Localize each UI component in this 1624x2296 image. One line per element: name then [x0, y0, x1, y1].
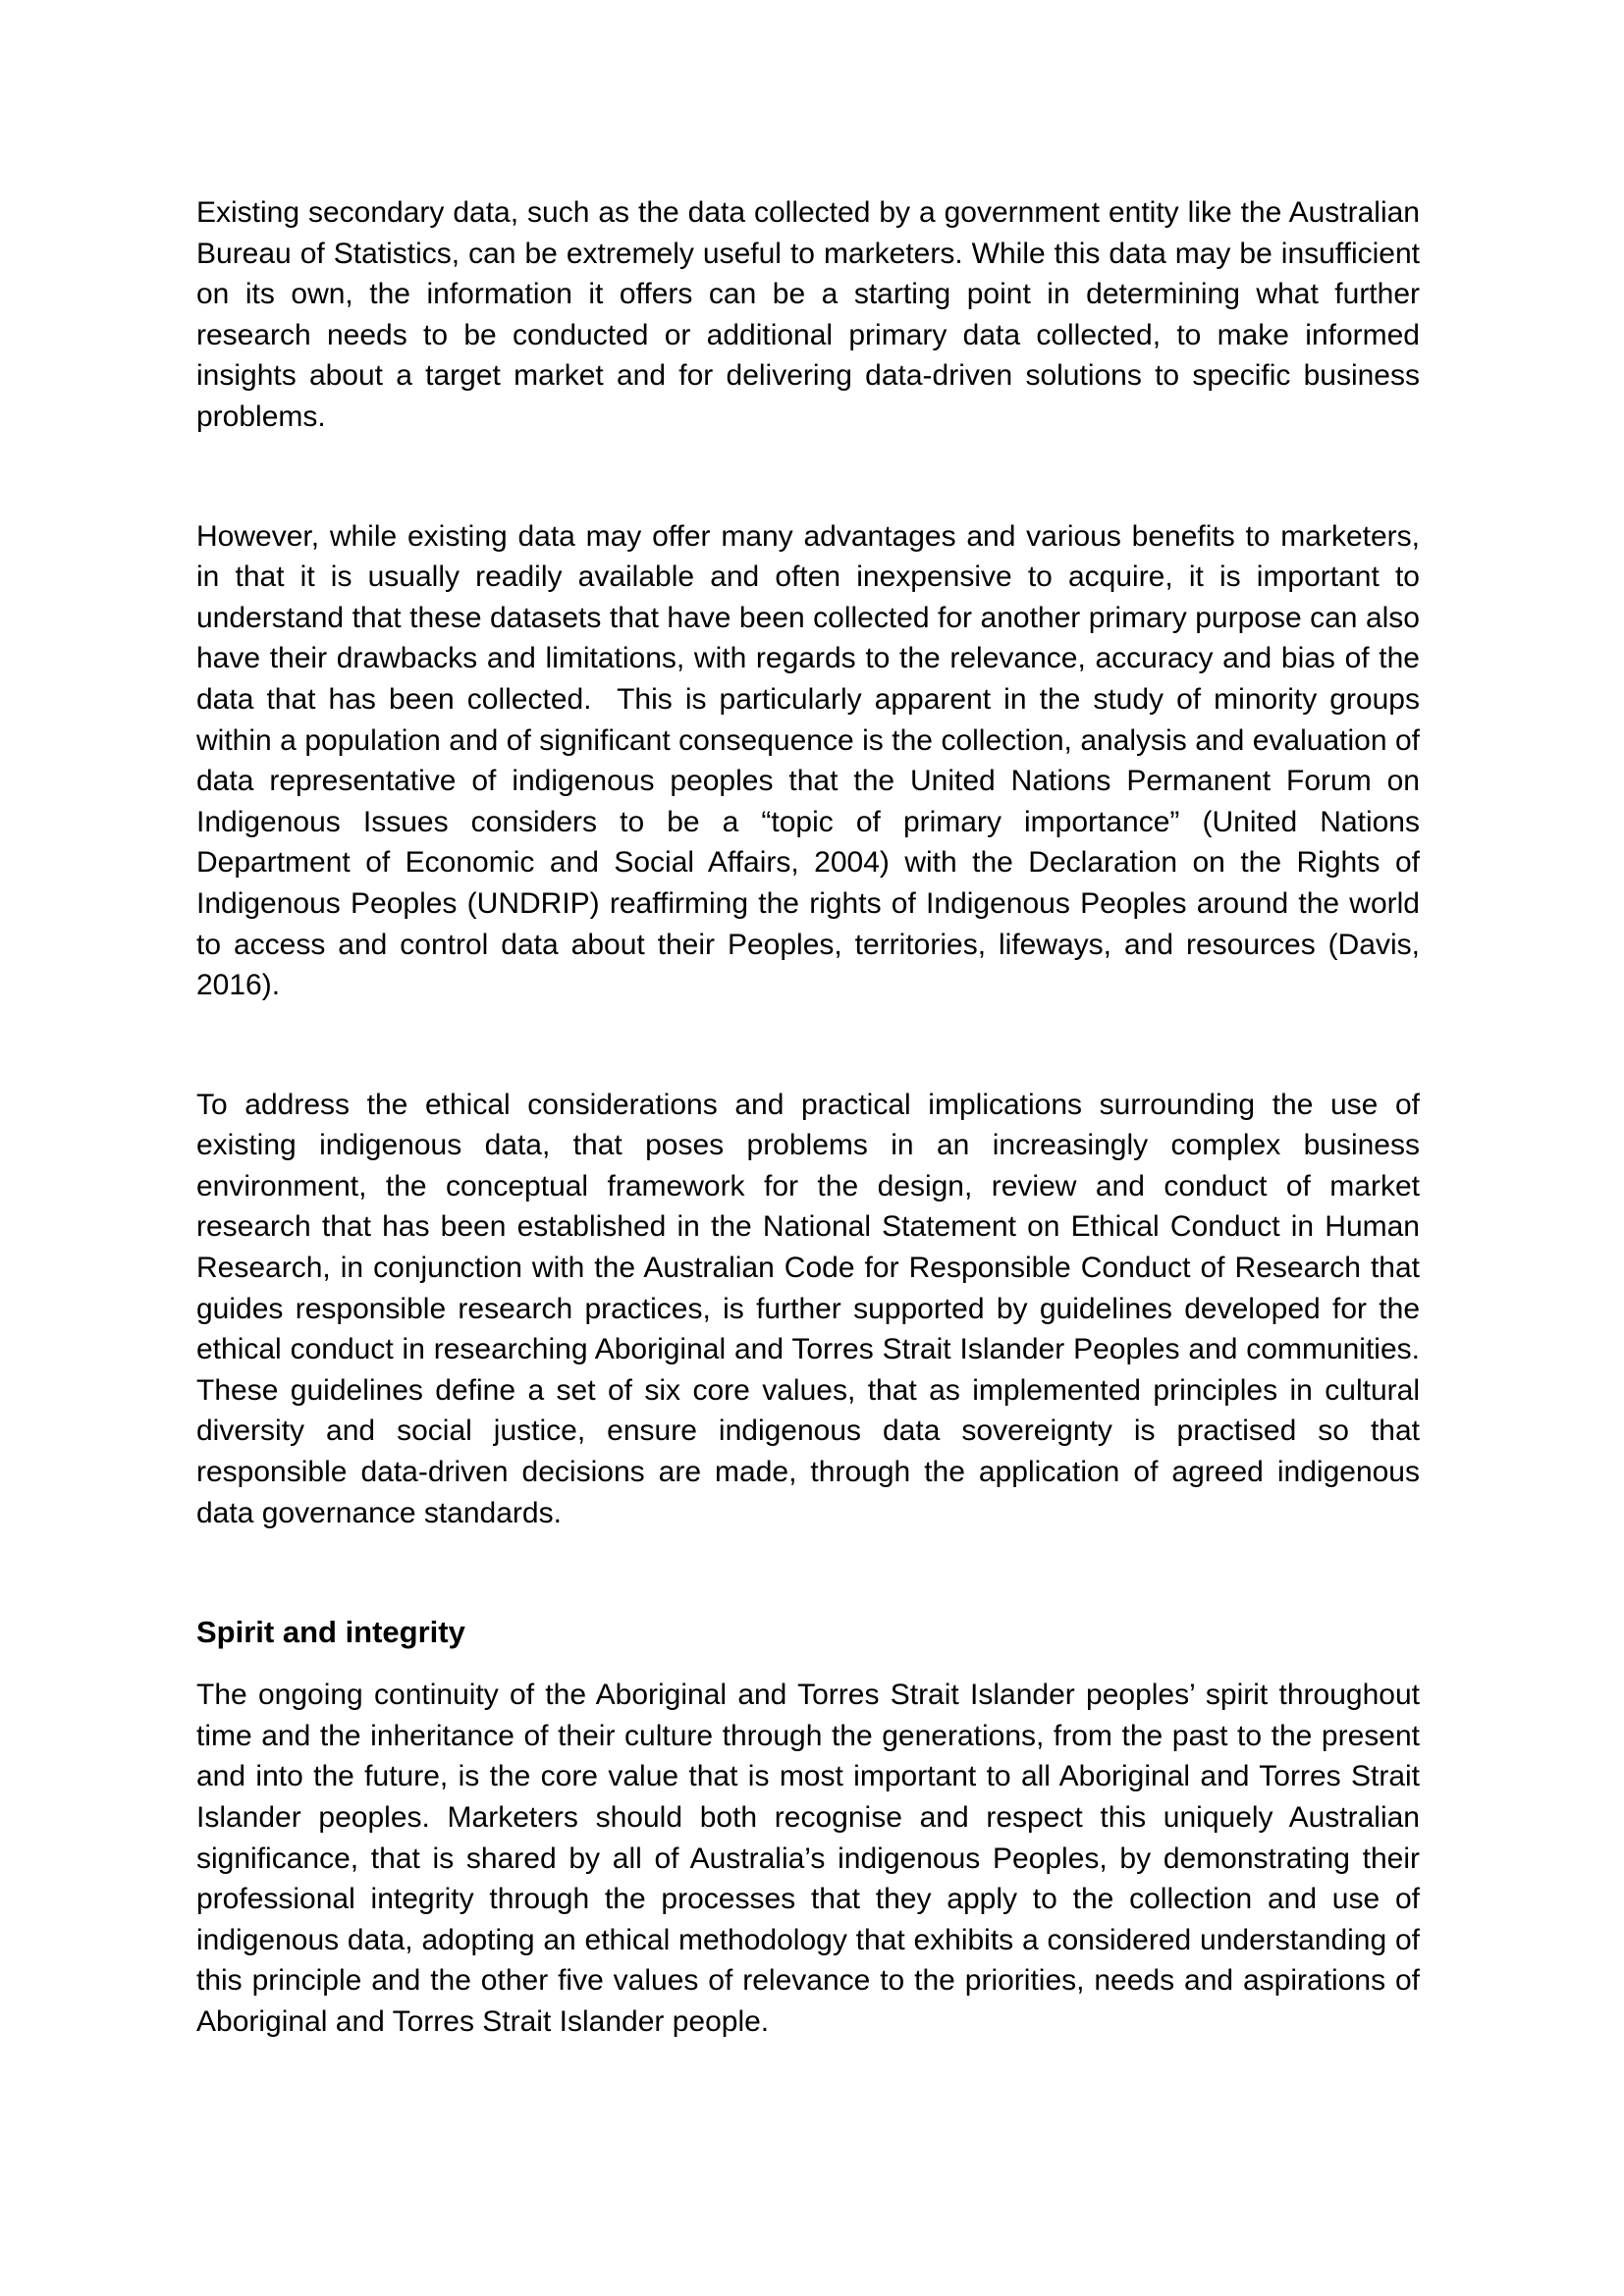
paragraph-data-limitations: However, while existing data may offer many advantages and various benefits to marketers, in that it is usually readily available and often inexpensive to acquire, it is important to understand that these datasets that have been collected for another primary purpose can also have their drawbacks and limitations, with regards to the relevance, accuracy and bias of the data that has been collected. This is particularly apparent in the study of minority groups within a population and of significant consequence is the collection, analysis and evaluation of data representative of indigenous peoples that the United Nations Permanent Forum on Indigenous Issues considers to be a “topic of primary importance” (United Nations Department of Economic and Social Affairs, 2004) with the Declaration on the Rights of Indigenous Peoples (UNDRIP) reaffirming the rights of Indigenous Peoples around the world to access and control data about their Peoples, territories, lifeways, and resources (Davis, 2016).	[196, 519, 1420, 1002]
paragraph-secondary-data: Existing secondary data, such as the data collected by a government entity like the Australian Bureau of Statistics, can be extremely useful to marketers. While this data may be insufficient on its own, the information it offers can be a starting point in determining what further research needs to be conducted or additional primary data collected, to make informed insights about a target market and for delivering data-driven solutions to specific business problems.	[196, 196, 1420, 433]
paragraph-spirit-and-integrity: The ongoing continuity of the Aboriginal and Torres Strait Islander peoples’ spirit throughout time and the inheritance of their culture through the generations, from the past to the present and into the future, is the core value that is most important to all Aboriginal and Torres Strait Islander peoples. Marketers should both recognise and respect this uniquely Australian significance, that is shared by all of Australia’s indigenous Peoples, by demonstrating their professional integrity through the processes that they apply to the collection and use of indigenous data, adopting an ethical methodology that exhibits a considered understanding of this principle and the other five values of relevance to the priorities, needs and aspirations of Aboriginal and Torres Strait Islander people.	[196, 1679, 1420, 2038]
heading-spirit-and-integrity: Spirit and integrity	[196, 1615, 465, 1650]
paragraph-ethical-framework: To address the ethical considerations and practical implications surrounding the use of existing indigenous data, that poses problems in an increasingly complex business environment, the conceptual framework for the design, review and conduct of market research that has been established in the National Statement on Ethical Conduct in Human Research, in conjunction with the Australian Code for Responsible Conduct of Research that guides responsible research practices, is further supported by guidelines developed for the ethical conduct in researching Aboriginal and Torres Strait Islander Peoples and communities. These guidelines define a set of six core values, that as implemented principles in cultural diversity and social justice, ensure indigenous data sovereignty is practised so that responsible data-driven decisions are made, through the application of agreed indigenous data governance standards.	[196, 1088, 1420, 1529]
